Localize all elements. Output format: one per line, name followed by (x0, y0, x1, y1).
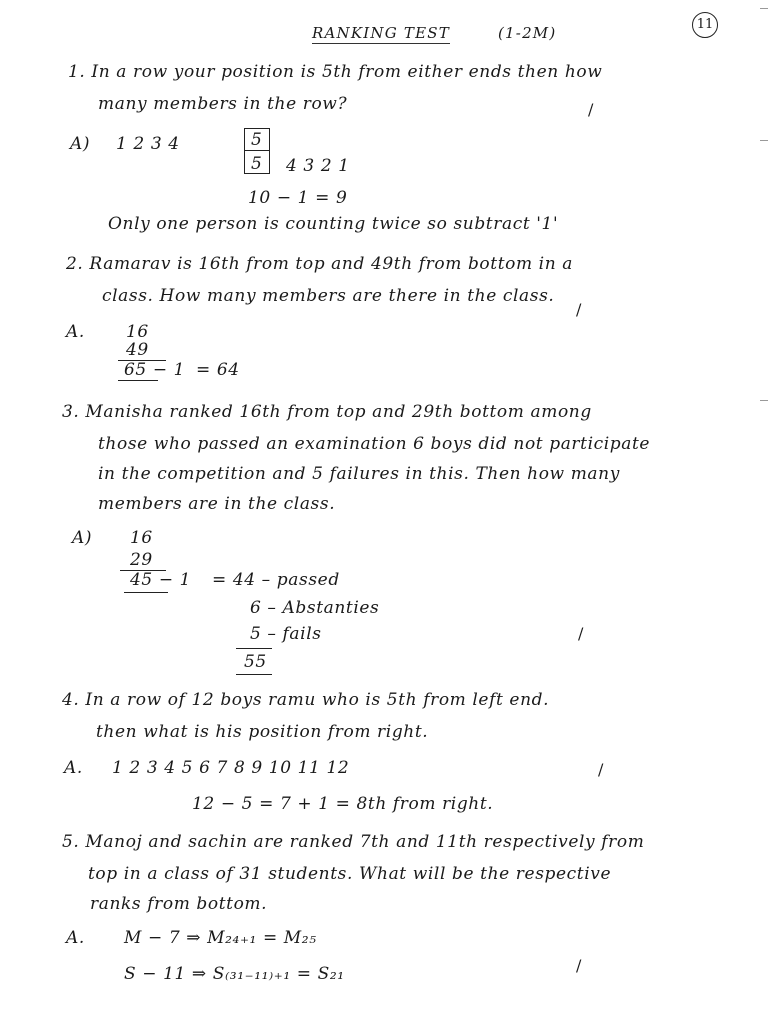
q4-answer-label: A. (64, 758, 83, 778)
q3-total-line (236, 648, 272, 649)
q2-answer-label: A. (66, 322, 85, 342)
title-tag: (1-2M) (498, 24, 557, 42)
q1-sequence-right: 4 3 2 1 (286, 156, 350, 176)
q1-answer-label: A) (70, 134, 91, 154)
q2-sum: 65 − 1 (124, 360, 186, 380)
q3-question-line3: in the competition and 5 failures in this. Then how many (98, 464, 620, 484)
q2-number-2: 49 (126, 340, 149, 360)
page-edge-mark (760, 400, 768, 401)
q4-sequence: 1 2 3 4 5 6 7 8 9 10 11 12 (112, 758, 350, 778)
q5-line1: M − 7 ⇒ M₂₄₊₁ = M₂₅ (124, 928, 317, 948)
q3-total: 55 (244, 652, 267, 672)
q1-question-line2: many members in the row? (98, 94, 348, 114)
q3-question-line1: 3. Manisha ranked 16th from top and 29th bottom among (62, 402, 592, 422)
q2-result: = 64 (196, 360, 240, 380)
page-number: 11 (692, 12, 718, 38)
q1-note: Only one person is counting twice so subtract '1' (108, 214, 559, 234)
q5-question-line3: ranks from bottom. (90, 894, 268, 914)
tick-mark: / (576, 956, 582, 975)
q3-question-line2: those who passed an examination 6 boys did not participate (98, 434, 651, 454)
q1-calculation: 10 − 1 = 9 (248, 188, 348, 208)
q1-box-bottom: 5 (251, 154, 263, 174)
q2-question-line1: 2. Ramarav is 16th from top and 49th from bottom in a (66, 254, 574, 274)
q3-sum-underline (124, 592, 168, 593)
q3-passed: = 44 – passed (212, 570, 340, 590)
tick-mark: / (576, 300, 582, 319)
q2-number-1: 16 (126, 322, 149, 342)
q3-sum: 45 − 1 (130, 570, 192, 590)
q2-question-line2: class. How many members are there in the class. (102, 286, 555, 306)
q1-box-divider (244, 150, 270, 151)
q4-question-line1: 4. In a row of 12 boys ramu who is 5th from left end. (62, 690, 550, 710)
q1-sequence-left: 1 2 3 4 (116, 134, 180, 154)
q3-number-2: 29 (130, 550, 153, 570)
q5-question-line1: 5. Manoj and sachin are ranked 7th and 11th respectively from (62, 832, 645, 852)
q1-box-top: 5 (251, 130, 263, 150)
q5-line2: S − 11 ⇒ S₍₃₁₋₁₁₎₊₁ = S₂₁ (124, 964, 345, 984)
q5-answer-label: A. (66, 928, 85, 948)
q3-answer-label: A) (72, 528, 93, 548)
tick-mark: / (588, 100, 594, 119)
q5-question-line2: top in a class of 31 students. What will be the respective (88, 864, 612, 884)
q1-question-line1: 1. In a row your position is 5th from either ends then how (68, 62, 603, 82)
tick-mark: / (578, 624, 584, 643)
q3-fails: 5 – fails (250, 624, 322, 644)
page-title: RANKING TEST (312, 24, 450, 42)
q4-question-line2: then what is his position from right. (96, 722, 429, 742)
q3-total-underline (236, 674, 272, 675)
q3-number-1: 16 (130, 528, 153, 548)
page-edge-mark (760, 140, 768, 141)
q2-sum-underline (118, 380, 158, 381)
q3-question-line4: members are in the class. (98, 494, 336, 514)
q3-absent: 6 – Abstanties (250, 598, 380, 618)
tick-mark: / (598, 760, 604, 779)
page-edge-mark (760, 8, 768, 9)
q4-calculation: 12 − 5 = 7 + 1 = 8th from right. (192, 794, 494, 814)
